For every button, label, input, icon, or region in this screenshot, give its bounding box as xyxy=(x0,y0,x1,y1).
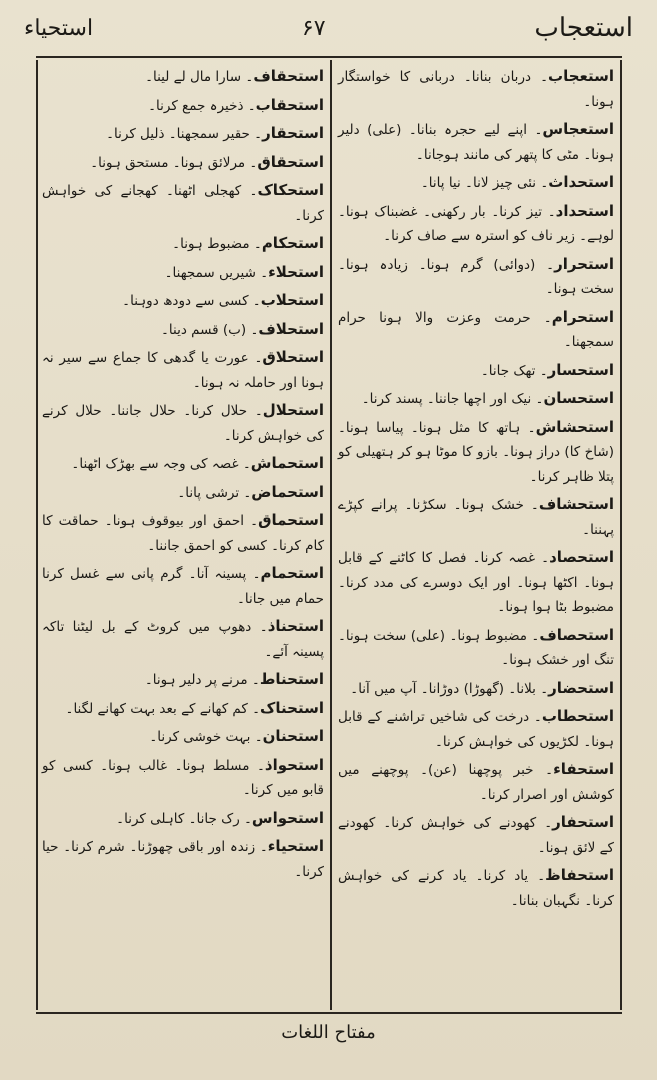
entry-gloss: ۔ عورت یا گدھی کا جماع سے سیر نہ ہونا اور حاملہ نہ ہونا۔ xyxy=(42,350,324,391)
entry-headword: استحشاش xyxy=(535,417,614,436)
dictionary-entry xyxy=(40,317,326,343)
dictionary-entry xyxy=(40,398,326,448)
entry-gloss: ۔ کم کھانے کے بعد بہت کھانے لگنا۔ xyxy=(65,700,261,717)
entry-gloss: ۔ مضبوط ہونا۔ (علی) سخت ہونا۔ تنگ اور خشک ہونا۔ xyxy=(338,627,614,668)
entry-gloss: ۔ غصہ کی وجہ سے بھڑک اٹھنا۔ xyxy=(71,456,251,472)
entry-headword: استحواذ xyxy=(264,755,324,774)
dictionary-entry xyxy=(336,64,616,114)
entry-gloss: ۔ مضبوط ہونا۔ xyxy=(172,236,262,252)
entry-gloss: ۔ بلانا۔ (گھوڑا) دوڑانا۔ آپ میں آنا۔ xyxy=(350,680,549,697)
dictionary-entry xyxy=(336,545,616,620)
dictionary-entry xyxy=(40,724,326,750)
dictionary-entry xyxy=(336,492,616,542)
dictionary-entry xyxy=(40,150,326,176)
entry-gloss: ۔ حقیر سمجھنا۔ ذلیل کرنا۔ xyxy=(106,126,263,142)
left-frame-line xyxy=(36,60,38,1010)
entry-headword: استحلاف xyxy=(258,319,324,338)
header-catchword-left: استحیاء xyxy=(24,15,94,41)
dictionary-entry xyxy=(40,451,326,477)
dictionary-entry xyxy=(40,288,326,314)
dictionary-entry xyxy=(336,170,616,196)
entry-headword: استحرار xyxy=(554,254,614,273)
entry-gloss: ۔ بہت خوشی کرنا۔ xyxy=(149,729,263,745)
entry-headword: استحقار xyxy=(262,124,324,142)
column-divider xyxy=(330,60,332,1010)
entry-headword: استحطاب xyxy=(541,707,614,725)
right-column xyxy=(336,64,616,916)
entry-headword: استحلال xyxy=(262,401,324,419)
entry-headword: استحضار xyxy=(548,678,614,697)
entry-gloss: ۔ رک جانا۔ کاہلی کرنا۔ xyxy=(116,810,252,827)
dictionary-entry xyxy=(40,345,326,395)
left-column xyxy=(40,64,326,887)
entry-gloss: ۔ ذخیرہ جمع کرنا۔ xyxy=(148,97,256,114)
entry-gloss: ۔ مسلط ہونا۔ غالب ہونا۔ کسی کو قابو میں کرنا۔ xyxy=(42,757,324,798)
entry-headword: استحقاق xyxy=(257,152,324,171)
entry-headword: استحشاف xyxy=(538,495,614,513)
dictionary-entry xyxy=(336,623,616,673)
top-rule xyxy=(36,56,622,58)
entry-gloss: ۔ یاد کرنا۔ یاد کرنے کی خواہش کرنا۔ نگہبان بنانا۔ xyxy=(338,868,614,909)
dictionary-entry xyxy=(40,753,326,803)
dictionary-entry xyxy=(336,358,616,384)
entry-gloss: ۔ دھوپ میں کروٹ کے بل لیٹنا تاکہ پسینہ آئے۔ xyxy=(42,619,324,660)
page-number: ۶۷ xyxy=(301,15,326,41)
dictionary-entry xyxy=(336,757,616,807)
entry-gloss: ۔ مرنے پر دلیر ہونا۔ xyxy=(144,672,260,688)
bottom-rule xyxy=(36,1012,622,1014)
entry-headword: استحرام xyxy=(551,307,614,326)
entry-headword: استحماض xyxy=(251,482,324,501)
entry-gloss: ۔ نیک اور اچھا جاننا۔ پسند کرنا۔ xyxy=(361,391,544,407)
entry-gloss: ۔ زندہ اور باقی چھوڑنا۔ شرم کرنا۔ حیا کرنا۔ xyxy=(42,839,324,880)
entry-gloss: ۔ کھجلی اٹھنا۔ کھجانے کی خواہش کرنا۔ xyxy=(42,183,324,224)
dictionary-entry xyxy=(336,415,616,490)
entry-headword: استحفاء xyxy=(553,760,614,778)
entry-headword: استحمام xyxy=(260,564,324,582)
right-frame-line xyxy=(620,60,622,1010)
dictionary-entry xyxy=(40,64,326,90)
entry-headword: استحقاف xyxy=(253,67,324,85)
header-catchword-right: استعجاب xyxy=(534,13,633,43)
dictionary-entry xyxy=(40,121,326,147)
dictionary-entry xyxy=(40,231,326,257)
entry-gloss: ۔ خبر پوچھنا (عن)۔ پوچھنے میں کوشش اور اصرار کرنا۔ xyxy=(338,762,614,803)
dictionary-entry xyxy=(40,696,326,722)
entry-headword: استحداث xyxy=(548,173,614,191)
entry-headword: استحسان xyxy=(543,389,614,407)
footer-title: مفتاح اللغات xyxy=(281,1022,376,1043)
entry-headword: استحلاب xyxy=(260,291,324,309)
dictionary-entry xyxy=(336,117,616,167)
entry-gloss: ۔ حرمت وعزت والا ہونا حرام سمجھنا۔ xyxy=(338,309,614,350)
dictionary-entry xyxy=(40,178,326,228)
page-header xyxy=(24,6,633,50)
entry-gloss: ۔ ہاتھ کا مثل ہونا۔ پیاسا ہونا۔ (شاخ کا) دراز ہونا۔ بازو کا موٹا ہو کر ہتھیلی کو پتلا ظاہر کرنا۔ xyxy=(338,419,614,485)
entry-gloss: ۔ خشک ہونا۔ سکڑنا۔ پرانے کپڑے پہننا۔ xyxy=(338,497,614,538)
entry-gloss: ۔ کسی سے دودھ دوہنا۔ xyxy=(122,293,261,309)
entry-gloss: ۔ سارا مال لے لینا۔ xyxy=(145,69,254,85)
entry-gloss: ۔ تھک جانا۔ xyxy=(480,362,548,379)
entry-headword: استحلاق xyxy=(262,348,324,366)
entry-gloss: ۔ درخت کی شاخیں تراشنے کے قابل ہونا۔ لکڑیوں کی خواہش کرنا۔ xyxy=(338,709,614,750)
entry-gloss: ۔ نئی چیز لانا۔ نیا پانا۔ xyxy=(420,175,549,191)
entry-headword: استحقاب xyxy=(255,95,324,114)
entry-gloss: ۔ مرلائق ہونا۔ مستحق ہونا۔ xyxy=(90,154,258,171)
entry-gloss: ۔ حلال کرنا۔ حلال جاننا۔ حلال کرنے کی خواہش کرنا۔ xyxy=(42,403,324,444)
dictionary-entry xyxy=(40,480,326,506)
dictionary-entry xyxy=(40,806,326,832)
entry-headword: استحناک xyxy=(260,698,324,717)
entry-gloss: ۔ ترشی پانا۔ xyxy=(177,484,252,501)
entry-headword: استعجاب xyxy=(548,67,614,85)
dictionary-entry xyxy=(40,561,326,611)
entry-headword: استحیاء xyxy=(267,837,324,855)
entry-headword: استحکام xyxy=(261,234,324,252)
dictionary-entry xyxy=(336,305,616,355)
dictionary-entry xyxy=(336,863,616,913)
entry-headword: استحماش xyxy=(250,454,324,472)
entry-headword: استحواس xyxy=(251,808,324,827)
dictionary-entry xyxy=(336,676,616,702)
entry-headword: استحفار xyxy=(552,813,614,831)
entry-headword: استحناط xyxy=(259,670,324,688)
entry-headword: استحفاظ xyxy=(545,866,614,884)
entry-headword: استحکاک xyxy=(257,181,324,199)
entry-headword: استحصاف xyxy=(539,625,614,644)
entry-headword: استحسار xyxy=(547,360,614,379)
entry-gloss: ۔ (دوائی) گرم ہونا۔ زیادہ ہونا۔ سخت ہونا۔ xyxy=(338,256,614,297)
entry-gloss: ۔ (ب) قسم دینا۔ xyxy=(160,321,259,338)
entry-gloss: ۔ کھودنے کی خواہش کرنا۔ کھودنے کے لائق ہونا۔ xyxy=(338,815,614,856)
entry-headword: استحلاء xyxy=(268,262,324,281)
entry-gloss: ۔ پسینہ آنا۔ گرم پانی سے غسل کرنا حمام میں جانا۔ xyxy=(42,566,324,607)
dictionary-entry xyxy=(40,667,326,693)
entry-gloss: ۔ غصہ کرنا۔ فصل کا کاٹنے کے قابل ہونا۔ اکٹھا ہونا۔ اور ایک دوسرے کی مدد کرنا۔ مضبوط بٹا ہوا ہونا۔ xyxy=(338,550,614,615)
dictionary-entry xyxy=(40,614,326,664)
entry-headword: استحصاد xyxy=(549,548,614,566)
dictionary-entry xyxy=(336,386,616,412)
entry-headword: استحداد xyxy=(555,201,614,220)
entry-gloss: ۔ دربان بنانا۔ دربانی کا خواستگار ہونا۔ xyxy=(338,69,614,110)
dictionary-entry xyxy=(336,199,616,249)
dictionary-entry xyxy=(336,810,616,860)
dictionary-entry xyxy=(40,93,326,119)
entry-headword: استحنان xyxy=(262,727,324,745)
dictionary-entry xyxy=(336,704,616,754)
entry-headword: استعجاس xyxy=(542,120,614,138)
entry-gloss: ۔ شیریں سمجھنا۔ xyxy=(164,264,269,281)
dictionary-entry xyxy=(40,260,326,286)
dictionary-entry xyxy=(40,834,326,884)
dictionary-entry xyxy=(40,508,326,558)
entry-gloss: ۔ اپنے لیے حجرہ بنانا۔ (علی) دلیر ہونا۔ مٹی کا پتھر کی مانند ہوجانا۔ xyxy=(338,122,614,163)
entry-gloss: ۔ احمق اور بیوقوف ہونا۔ حماقت کا کام کرنا۔ کسی کو احمق جاننا۔ xyxy=(42,513,324,554)
entry-headword: استحماق xyxy=(258,511,324,529)
dictionary-entry xyxy=(336,252,616,302)
entry-gloss: ۔ تیز کرنا۔ بار رکھنی۔ غضبناک ہونا۔ لوہے۔ زیر ناف کو استرہ سے صاف کرنا۔ xyxy=(338,203,614,244)
entry-headword: استحناذ xyxy=(267,617,324,635)
